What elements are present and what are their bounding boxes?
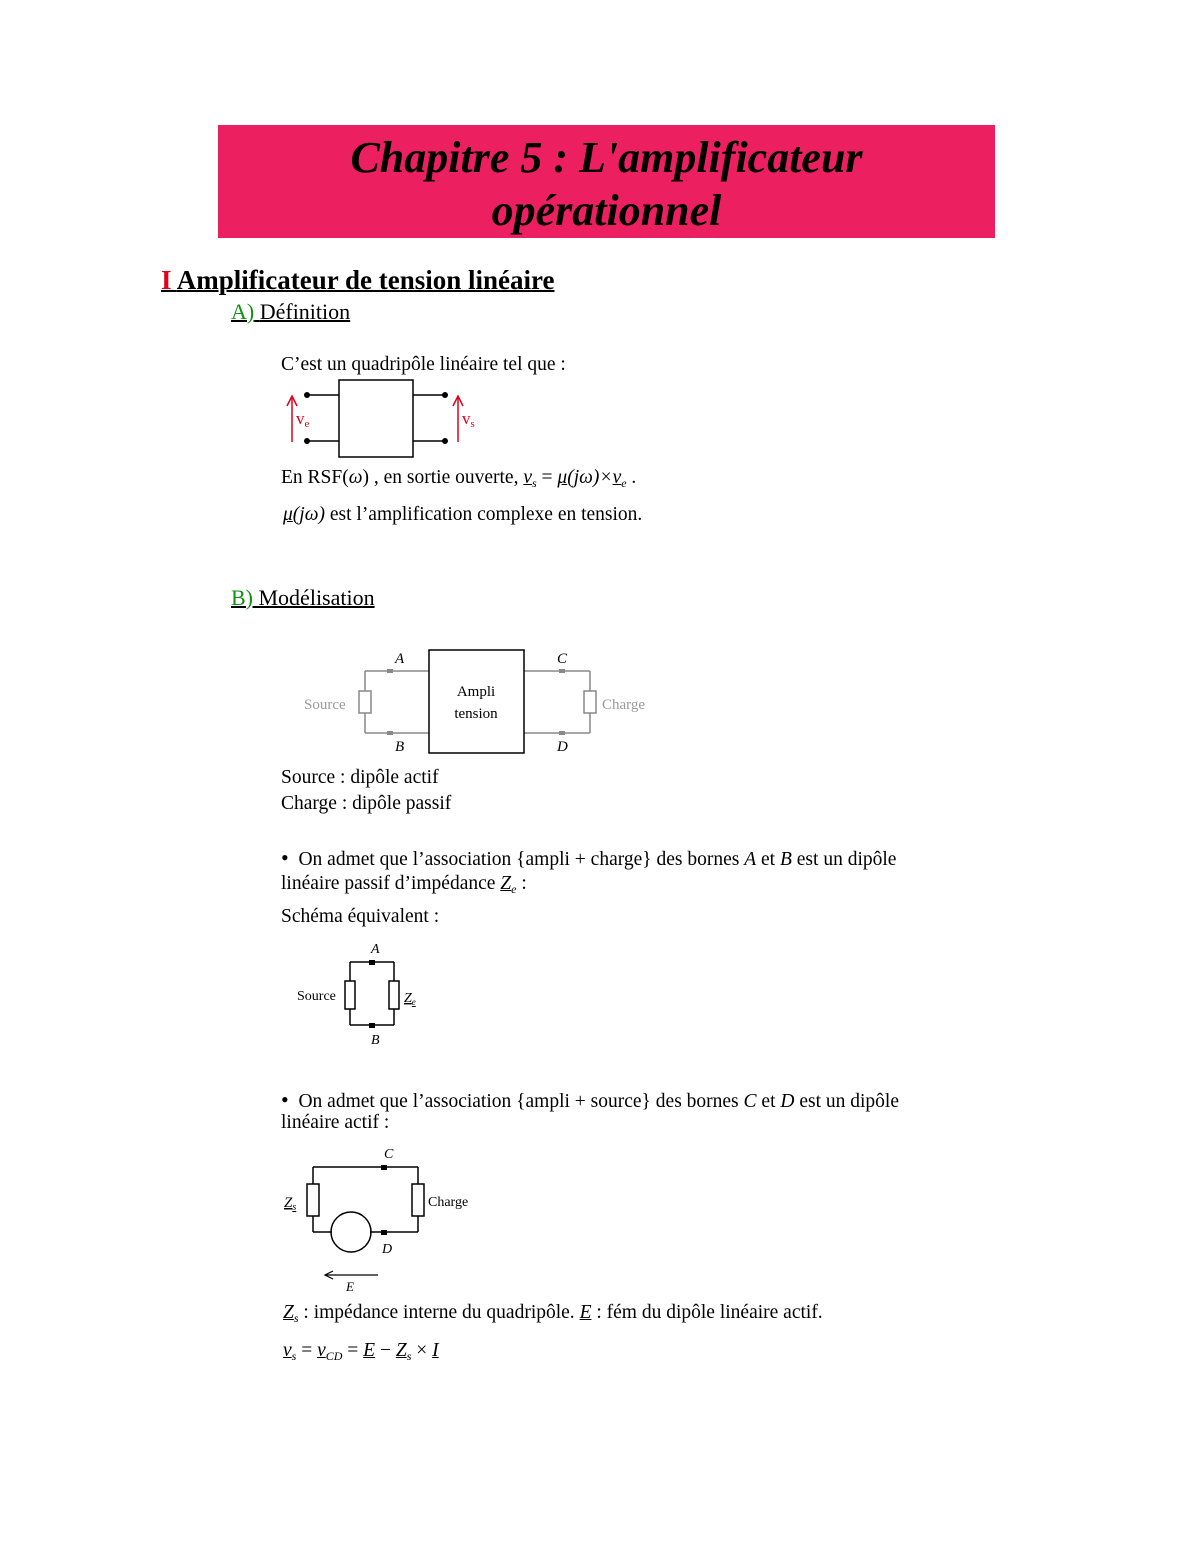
chapter-title-line1: Chapitre 5 : L'amplificateur (350, 133, 863, 182)
subsection-a-label: Définition (259, 299, 351, 324)
terminal-b-2 (369, 1023, 375, 1028)
fig2-label-source: Source (297, 989, 336, 1004)
terminal-a (387, 669, 393, 673)
charge-resistor (584, 691, 596, 713)
ampli-tension-box (429, 650, 524, 753)
charge-definition: Charge : dipôle passif (281, 793, 452, 814)
bullet-1-line1: • On admet que l’association {ampli + charge} des bornes A et B est un dipôle (281, 845, 897, 870)
bullet-1-line2: linéaire passif d’impédance $Z_e$ : (281, 873, 527, 896)
source-definition: Source : dipôle actif (281, 767, 439, 788)
subsection-a-letter: A) (231, 299, 255, 324)
terminal-c-3 (381, 1165, 387, 1170)
subsection-b-heading (231, 585, 375, 611)
output-terminal-bottom (442, 438, 448, 444)
schema-equivalent-label: Schéma équivalent : (281, 906, 440, 927)
terminal-d-3 (381, 1230, 387, 1235)
bullet-icon: • (281, 1087, 289, 1112)
ve-label: ve (296, 409, 310, 430)
source-resistor-2 (345, 981, 355, 1009)
section-1-heading (161, 265, 555, 296)
zs-e-definition: $Z_s$ : impédance interne du quadripôle. E : fém du dipôle linéaire actif. (283, 1302, 823, 1325)
fig3-label-e: E (346, 1279, 354, 1292)
fig2-label-ze: $Z_e$ (404, 991, 416, 1007)
terminal-c (559, 669, 565, 673)
emf-arrow-icon (325, 1271, 378, 1279)
terminal-d (559, 731, 565, 735)
bullet-icon: • (281, 845, 289, 870)
fig-label-c: C (557, 651, 568, 667)
quadripole-figure (280, 376, 490, 466)
fig-label-ampli: Ampli (456, 684, 496, 700)
fig3-label-d: D (382, 1242, 393, 1257)
chapter-title-line2: opérationnel (491, 186, 722, 235)
equivalent-schema-figure (295, 938, 425, 1050)
fig-label-b: B (395, 739, 405, 755)
fig-label-tension: tension (454, 706, 498, 722)
fig2-label-b: B (371, 1033, 380, 1048)
subsection-b-letter: B) (231, 585, 253, 610)
fig-label-charge: Charge (602, 697, 646, 713)
zs-resistor (307, 1184, 319, 1216)
input-terminal-top (304, 392, 310, 398)
subsection-b-label: Modélisation (258, 585, 375, 610)
bullet-2-line1: • On admet que l’association {ampli + source} des bornes C et D est un dipôle (281, 1087, 899, 1112)
output-terminal-top (442, 392, 448, 398)
amplification-definition: μ(jω) est l’amplification complexe en tension. (283, 504, 643, 525)
chapter-title-banner (218, 125, 995, 238)
output-voltage-equation: $v_s = v_{CD} = E - Z_s \times I$ (283, 1340, 439, 1363)
quadripole-box (339, 380, 413, 457)
terminal-b (387, 731, 393, 735)
fig2-label-a: A (371, 942, 380, 957)
section-1-label: Amplificateur de tension linéaire (176, 265, 555, 295)
emf-source-circle (331, 1212, 371, 1252)
terminal-a-2 (369, 960, 375, 965)
open-output-equation: En RSF(ω) , en sortie ouverte, $v_s = \mu(j\omega)\times v_e$ . (281, 467, 637, 490)
ze-resistor (389, 981, 399, 1009)
amplifier-model-figure (295, 645, 665, 760)
fig3-label-charge: Charge (428, 1195, 469, 1210)
active-dipole-figure (280, 1142, 490, 1292)
subsection-a-heading (231, 299, 350, 325)
charge-resistor-3 (412, 1184, 424, 1216)
quadripole-intro: C’est un quadripôle linéaire tel que : (281, 354, 566, 375)
fig-label-source: Source (304, 697, 346, 713)
fig-label-a: A (395, 651, 405, 667)
vs-label: vs (462, 409, 475, 430)
bullet-2-line2: linéaire actif : (281, 1112, 390, 1133)
fig-label-d: D (557, 739, 568, 755)
source-resistor (359, 691, 371, 713)
input-terminal-bottom (304, 438, 310, 444)
fig3-label-zs: $Z_s$ (284, 1195, 297, 1213)
fig3-label-c: C (384, 1147, 394, 1162)
section-1-number: I (161, 265, 172, 295)
